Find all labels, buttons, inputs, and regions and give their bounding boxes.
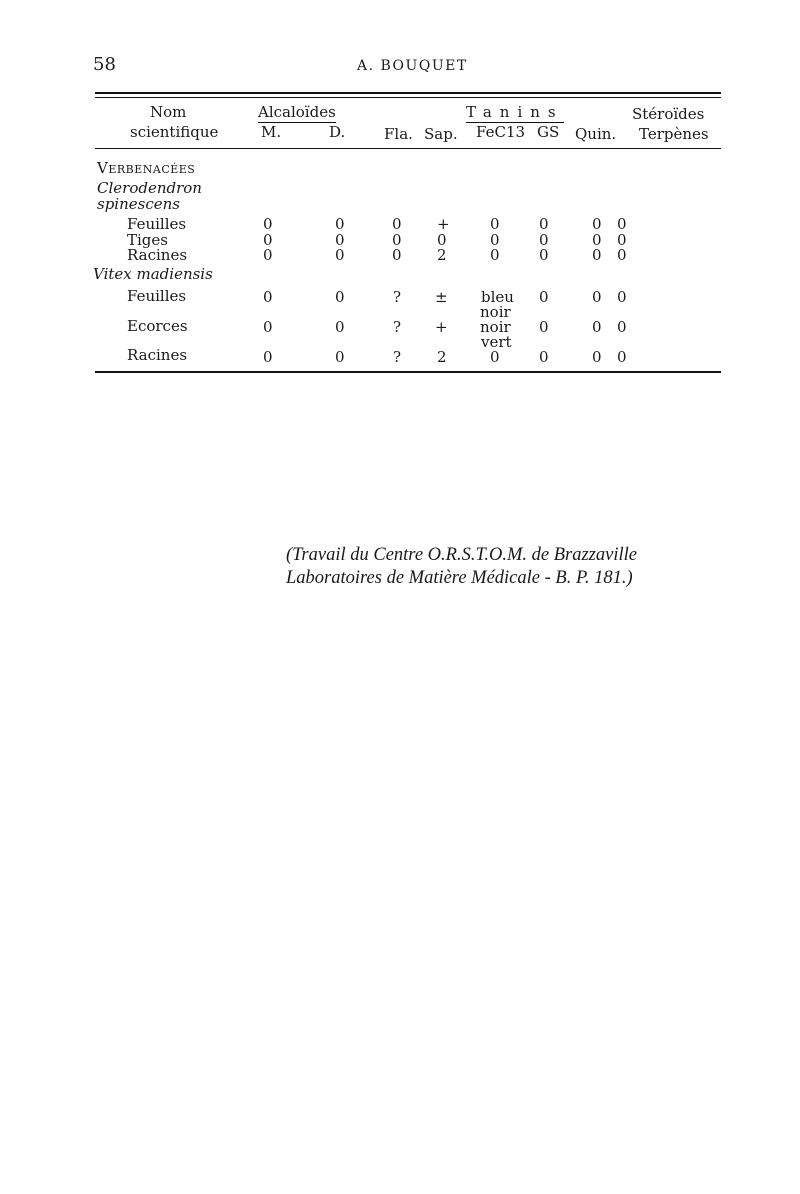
cell-m: 0 — [263, 348, 273, 366]
cell-gs: 0 — [539, 288, 549, 306]
cell-m: 0 — [263, 288, 273, 306]
cell-ster: 0 — [617, 215, 627, 233]
cell-m: 0 — [263, 215, 273, 233]
cell-sap: 0 — [437, 231, 447, 249]
cell-quin: 0 — [592, 288, 602, 306]
cell-fla: ? — [393, 348, 402, 366]
genus-label-1b: spinescens — [97, 195, 180, 213]
cell-ster: 0 — [617, 231, 627, 249]
cell-organ: Tiges — [127, 231, 168, 249]
family-label: Verbenacées — [97, 159, 196, 177]
header-gs: GS — [537, 123, 560, 141]
cell-sap: + — [437, 215, 450, 233]
cell-ster: 0 — [617, 348, 627, 366]
cell-organ: Feuilles — [127, 287, 187, 305]
cell-ster: 0 — [617, 246, 627, 264]
cell-organ: Racines — [127, 346, 188, 364]
cell-organ: Feuilles — [127, 215, 187, 233]
page-number: 58 — [93, 54, 116, 75]
cell-quin: 0 — [592, 231, 602, 249]
cell-quin: 0 — [592, 318, 602, 336]
header-tanins: Tanins — [466, 103, 564, 121]
cell-d: 0 — [335, 348, 345, 366]
cell-gs: 0 — [539, 246, 549, 264]
cell-fec: 0 — [490, 215, 500, 233]
cell-gs: 0 — [539, 231, 549, 249]
header-m: M. — [261, 123, 282, 141]
cell-sap: ± — [435, 288, 448, 306]
cell-fec: 0 — [490, 348, 500, 366]
cell-d: 0 — [335, 288, 345, 306]
header-fec13: FeC13 — [476, 123, 526, 141]
genus-label-2: Vitex madiensis — [93, 265, 213, 283]
footer-line-2: Laboratoires de Matière Médicale - B. P. 181.) — [286, 568, 633, 588]
cell-quin: 0 — [592, 215, 602, 233]
header-terpenes: Terpènes — [639, 125, 709, 143]
header-sap: Sap. — [424, 125, 458, 143]
cell-m: 0 — [263, 318, 273, 336]
cell-m: 0 — [263, 231, 273, 249]
cell-gs: 0 — [539, 318, 549, 336]
cell-fla: 0 — [392, 231, 402, 249]
table-header-rule — [95, 148, 721, 149]
cell-organ: Ecorces — [127, 317, 188, 335]
table-top-rule-thick — [95, 92, 721, 94]
cell-organ: Racines — [127, 246, 188, 264]
cell-ster: 0 — [617, 288, 627, 306]
cell-fec: noir — [480, 318, 511, 336]
cell-fla: ? — [393, 288, 402, 306]
cell-ster: 0 — [617, 318, 627, 336]
cell-fla: 0 — [392, 246, 402, 264]
cell-d: 0 — [335, 215, 345, 233]
header-fla: Fla. — [384, 125, 413, 143]
header-steroides: Stéroïdes — [632, 105, 705, 123]
cell-fec: 0 — [490, 231, 500, 249]
cell-gs: 0 — [539, 215, 549, 233]
cell-d: 0 — [335, 231, 345, 249]
cell-fec: 0 — [490, 246, 500, 264]
cell-quin: 0 — [592, 348, 602, 366]
header-nom: Nom — [150, 103, 187, 121]
cell-fla: 0 — [392, 215, 402, 233]
table-bottom-rule — [95, 371, 721, 373]
cell-fec-line2: vert — [481, 333, 512, 351]
cell-fec-line2: noir — [480, 303, 511, 321]
cell-gs: 0 — [539, 348, 549, 366]
cell-fec: bleu — [481, 288, 514, 306]
header-alcaloides: Alcaloïdes — [258, 103, 336, 121]
cell-fla: ? — [393, 318, 402, 336]
cell-quin: 0 — [592, 246, 602, 264]
header-quin: Quin. — [575, 125, 617, 143]
footer-line-1: (Travail du Centre O.R.S.T.O.M. de Brazzaville — [286, 545, 637, 565]
cell-sap: + — [435, 318, 448, 336]
cell-sap: 2 — [437, 246, 447, 264]
header-d: D. — [329, 123, 346, 141]
table-top-rule-thin — [95, 97, 721, 98]
cell-m: 0 — [263, 246, 273, 264]
cell-sap: 2 — [437, 348, 447, 366]
running-head: A. BOUQUET — [357, 58, 468, 74]
genus-label-1a: Clerodendron — [97, 179, 202, 197]
cell-d: 0 — [335, 318, 345, 336]
cell-d: 0 — [335, 246, 345, 264]
header-scientifique: scientifique — [130, 123, 219, 141]
